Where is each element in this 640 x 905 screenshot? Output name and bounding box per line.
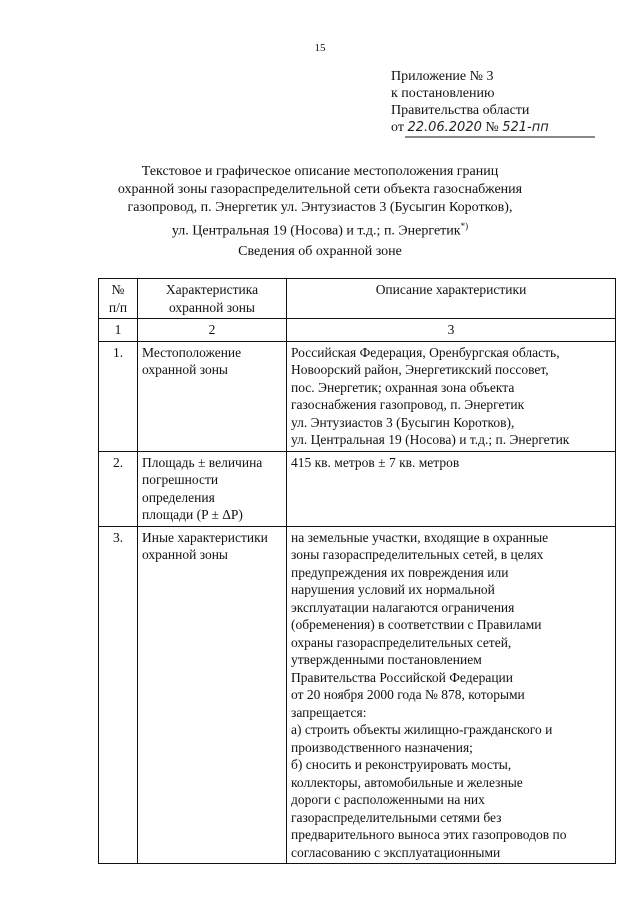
handwritten-number: 521-пп — [502, 120, 549, 135]
table-header-row — [99, 279, 616, 319]
desc-line: нарушения условий их нормальной — [291, 582, 495, 597]
title-line-4 — [0, 217, 640, 241]
appendix-block — [391, 68, 549, 136]
appendix-no-label: № — [485, 120, 499, 135]
header-characteristic — [138, 279, 287, 319]
handwritten-date: 22.06.2020 — [407, 120, 482, 135]
desc-line: газоснабжения газопровод, п. Энергетик — [291, 397, 525, 412]
desc-line: согласованию с эксплуатационными — [291, 844, 501, 860]
title-line-3: газопровод, п. Энергетик ул. Энтузиастов 3 (Бусыгин Коротков), — [127, 200, 513, 215]
char-line: охранной зоны — [142, 362, 229, 377]
char-line: площади (P ± ΔP) — [142, 507, 243, 522]
signature-underline — [405, 135, 595, 139]
char-line: Площадь ± величина — [142, 454, 263, 470]
desc-line: (обременения) в соответствии с Правилами — [291, 617, 542, 632]
table-row — [99, 451, 616, 526]
desc-line: утвержденными постановлением — [291, 652, 482, 667]
title-line-1: Текстовое и графическое описание местоположения границ — [141, 164, 499, 179]
section-title: Сведения об охранной зоне — [238, 244, 402, 259]
desc-line: предварительного выноса этих газопроводов по — [291, 827, 567, 842]
col-number-2: 2 — [138, 319, 287, 342]
appendix-line-3: Правительства области — [391, 103, 530, 118]
char-line: охранной зоны — [142, 547, 229, 562]
row-characteristic — [138, 341, 287, 451]
document-title — [0, 163, 640, 241]
desc-line: запрещается: — [291, 704, 367, 720]
row-number: 3. — [99, 526, 138, 864]
table-row — [99, 341, 616, 451]
row-number: 1. — [99, 341, 138, 451]
desc-line: дороги с расположенными на них — [291, 792, 485, 807]
desc-line: зоны газораспределительных сетей, в целях — [291, 547, 544, 562]
appendix-line-1: Приложение № 3 — [391, 69, 494, 84]
header-description: Описание характеристики — [287, 279, 616, 319]
desc-line: Российская Федерация, Оренбургская область, — [291, 344, 560, 360]
char-line: Иные характеристики — [142, 529, 268, 545]
zone-table — [98, 278, 616, 864]
desc-line: на земельные участки, входящие в охранные — [291, 529, 549, 545]
footnote-mark: *) — [460, 221, 469, 231]
row-characteristic — [138, 526, 287, 864]
desc-line: производственного назначения; — [291, 739, 473, 755]
row-description — [287, 451, 616, 526]
desc-line: ул. Энтузиастов 3 (Бусыгин Коротков), — [291, 414, 515, 430]
desc-line: ул. Центральная 19 (Носова) и т.д.; п. Энергетик — [291, 432, 570, 447]
desc-line: а) строить объекты жилищно-гражданского и — [291, 722, 553, 737]
desc-line: охраны газораспределительных сетей, — [291, 634, 512, 650]
desc-line: 415 кв. метров ± 7 кв. метров — [291, 454, 460, 470]
appendix-line-2: к постановлению — [391, 86, 495, 101]
row-characteristic — [138, 451, 287, 526]
header-num-line-2: п/п — [108, 299, 128, 315]
desc-line: коллекторы, автомобильные и железные — [291, 774, 523, 790]
desc-line: Новоорский район, Энергетикский поссовет, — [291, 362, 549, 377]
header-num — [99, 279, 138, 319]
desc-line: Правительства Российской Федерации — [291, 669, 513, 685]
row-number: 2. — [99, 451, 138, 526]
title-line-4-text: ул. Центральная 19 (Носова) и т.д.; п. Энергетик — [171, 223, 461, 239]
col-number-1: 1 — [99, 319, 138, 342]
char-line: погрешности — [142, 472, 219, 487]
page-number: 15 — [314, 42, 326, 54]
desc-line: эксплуатации налагаются ограничения — [291, 599, 515, 615]
header-num-line-1: № — [111, 282, 125, 297]
desc-line: пос. Энергетик; охранная зона объекта — [291, 379, 515, 395]
appendix-ot-label: от — [391, 120, 404, 135]
row-description — [287, 341, 616, 451]
appendix-date-row — [391, 119, 549, 136]
desc-line: от 20 ноября 2000 года № 878, которыми — [291, 687, 525, 702]
table-row — [99, 526, 616, 864]
col-number-3: 3 — [287, 319, 616, 342]
desc-line: б) сносить и реконструировать мосты, — [291, 757, 512, 772]
header-char-line-2: охранной зоны — [168, 299, 255, 315]
char-line: определения — [142, 489, 215, 505]
header-char-line-1: Характеристика — [165, 282, 259, 297]
desc-line: газораспределительными сетями без — [291, 809, 502, 825]
title-line-2: охранной зоны газораспределительной сети объекта газоснабжения — [117, 182, 523, 197]
char-line: Местоположение — [142, 344, 242, 360]
row-description — [287, 526, 616, 864]
column-number-row — [99, 319, 616, 342]
desc-line: предупреждения их повреждения или — [291, 564, 509, 580]
